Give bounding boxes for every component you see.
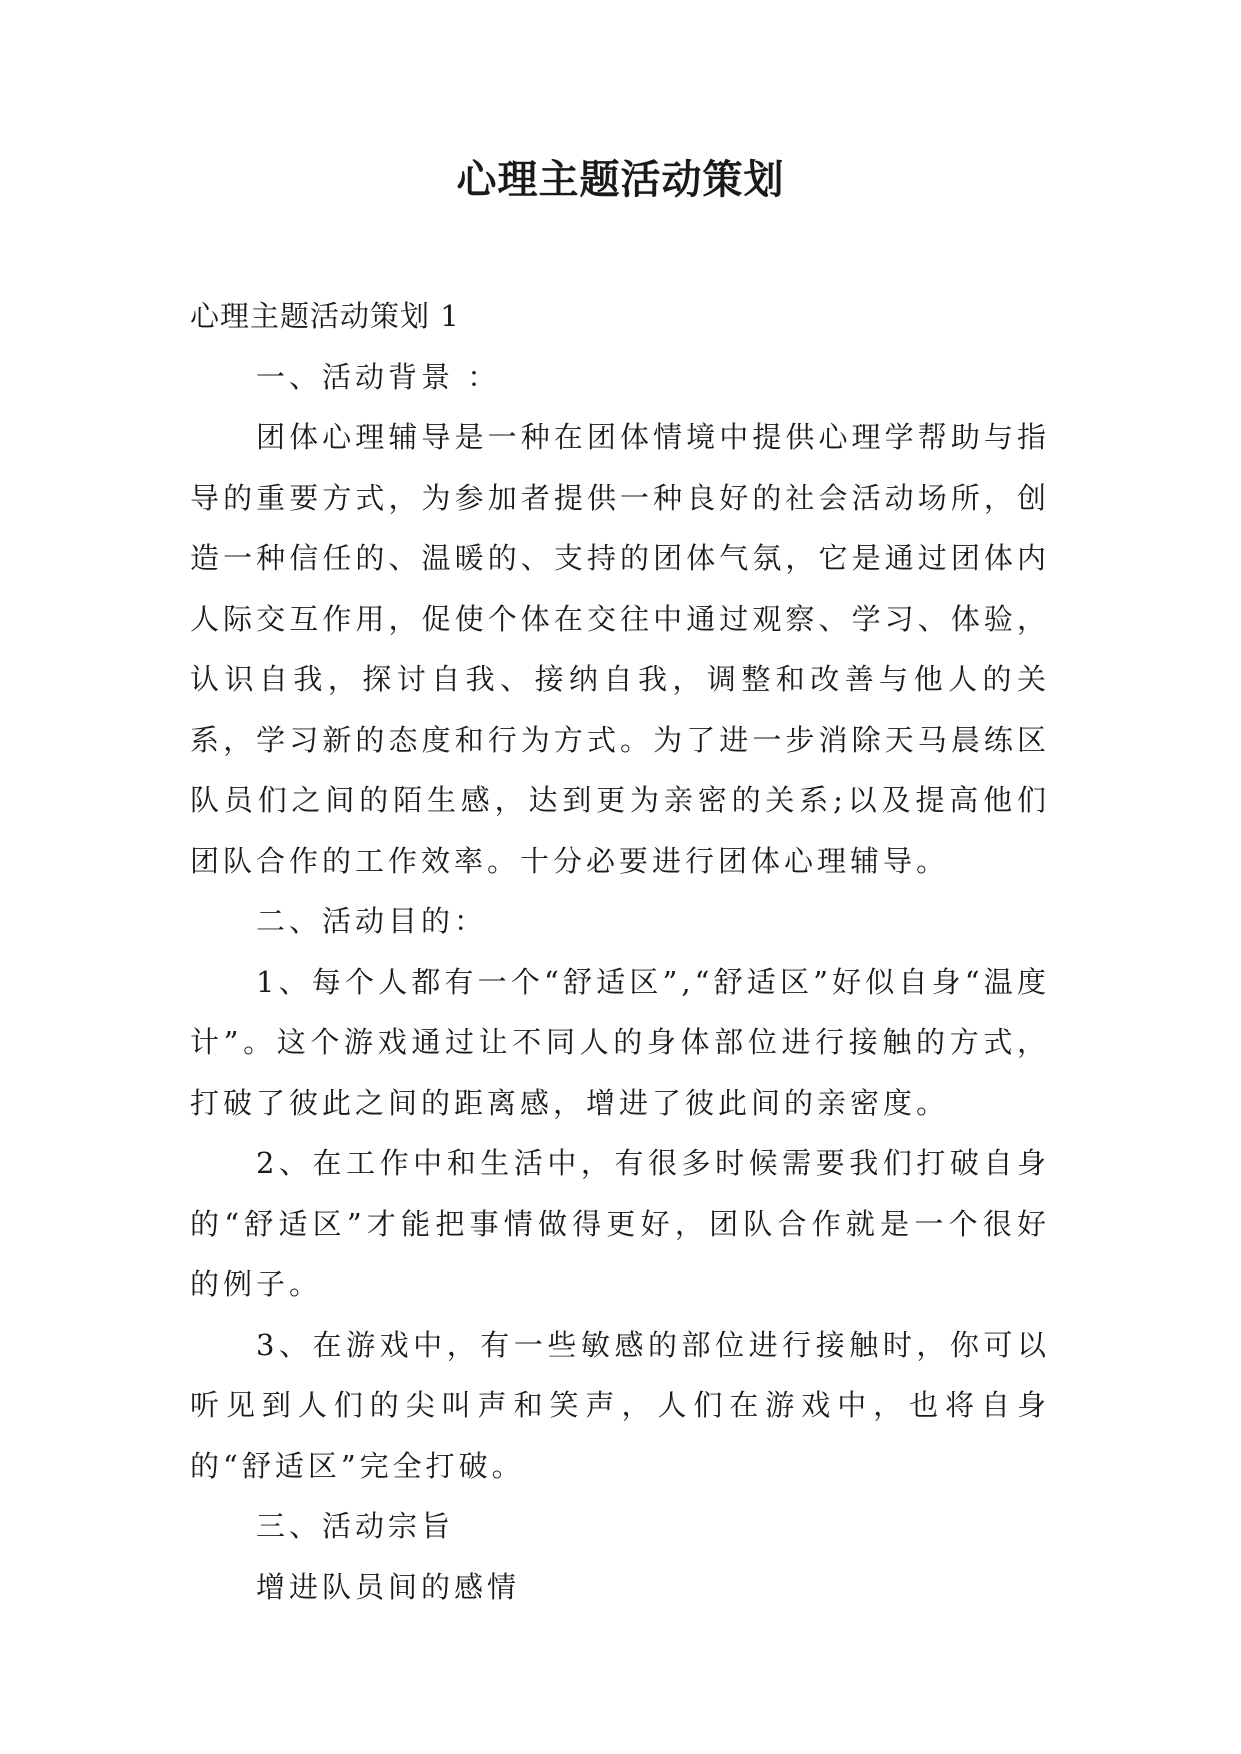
section-title: 心理主题活动策划 1 bbox=[190, 299, 460, 333]
paragraph-purpose-2: 2、在工作中和生活中，有很多时候需要我们打破自身的“舒适区”才能把事情做得更好，团队合作就是一个很好的例子。 bbox=[190, 1146, 1050, 1301]
paragraph-purpose-3: 3、在游戏中，有一些敏感的部位进行接触时，你可以听见到人们的尖叫声和笑声，人们在游戏中，也将自身的“舒适区”完全打破。 bbox=[190, 1327, 1050, 1483]
document-body bbox=[190, 286, 1050, 1617]
heading-tenet: 三、活动宗旨 bbox=[256, 1509, 455, 1543]
heading-purpose: 二、活动目的： bbox=[256, 904, 488, 938]
paragraph-background: 团体心理辅导是一种在团体情境中提供心理学帮助与指导的重要方式，为参加者提供一种良好的社会活动场所，创造一种信任的、温暖的、支持的团体气氛，它是通过团体内人际交互作用，促使个体在交往中通过观察、学习、体验，认识自我，探讨自我、接纳自我，调整和改善与他人的关系，学习新的态度和行为方式。为了进一步消除天马晨练区队员们之间的陌生感，达到更为亲密的关系;以及提高他们团队合作的工作效率。十分必要进行团体心理辅导。 bbox=[190, 420, 1050, 878]
heading-background: 一、活动背景 ： bbox=[256, 359, 501, 394]
paragraph-purpose-1: 1、每个人都有一个“舒适区”,“舒适区”好似自身“温度计”。这个游戏通过让不同人的身体部位进行接触的方式，打破了彼此之间的距离感，增进了彼此间的亲密度。 bbox=[190, 964, 1050, 1120]
document-title: 心理主题活动策划 bbox=[456, 156, 785, 203]
paragraph-tenet: 增进队员间的感情 bbox=[256, 1569, 521, 1604]
